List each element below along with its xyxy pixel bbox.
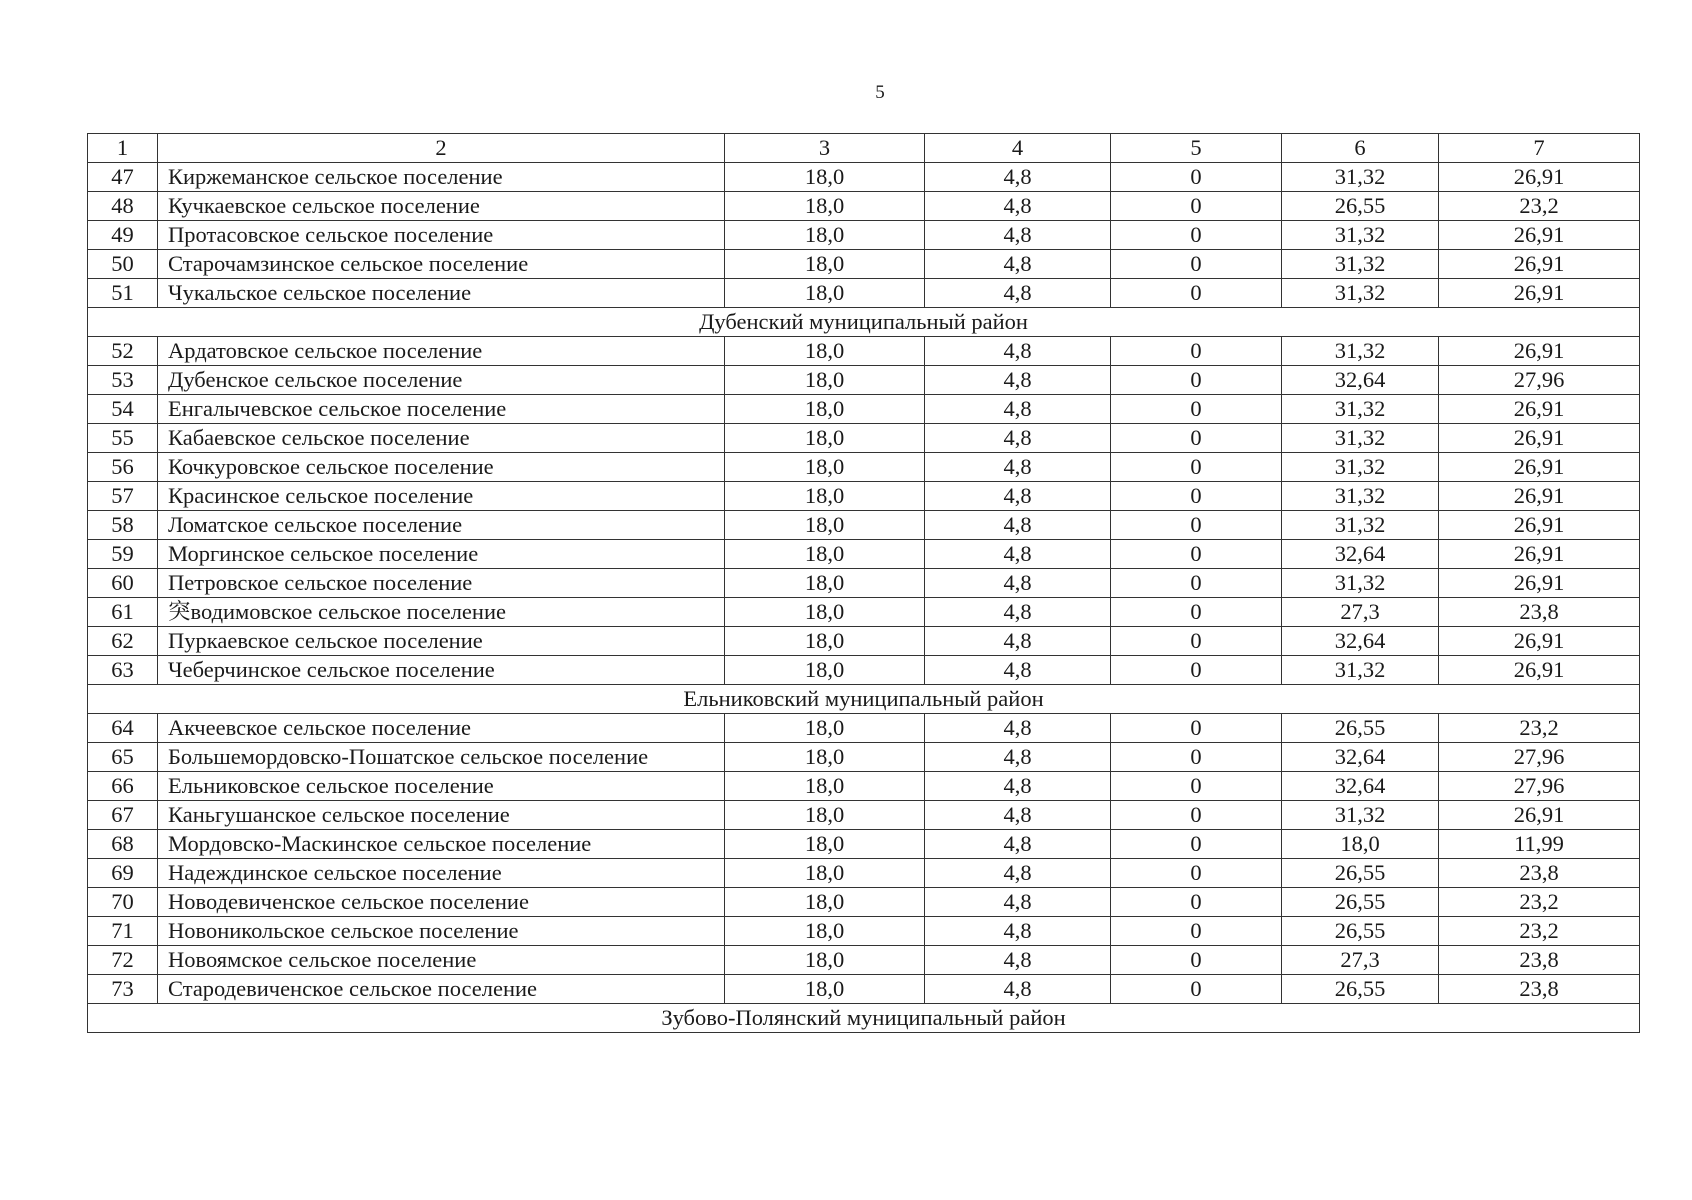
value-col3: 18,0	[725, 540, 925, 569]
value-col5: 0	[1111, 656, 1282, 685]
value-col5: 0	[1111, 714, 1282, 743]
value-col4: 4,8	[925, 830, 1111, 859]
value-col3: 18,0	[725, 917, 925, 946]
value-col6: 31,32	[1282, 395, 1439, 424]
value-col4: 4,8	[925, 656, 1111, 685]
value-col7: 26,91	[1439, 279, 1640, 308]
settlement-name: Ардатовское сельское поселение	[158, 337, 725, 366]
value-col7: 23,2	[1439, 917, 1640, 946]
value-col5: 0	[1111, 627, 1282, 656]
table-row	[88, 482, 1640, 511]
value-col4: 4,8	[925, 540, 1111, 569]
value-col6: 31,32	[1282, 337, 1439, 366]
value-col7: 26,91	[1439, 163, 1640, 192]
value-col3: 18,0	[725, 453, 925, 482]
value-col4: 4,8	[925, 917, 1111, 946]
table-row	[88, 163, 1640, 192]
value-col7: 26,91	[1439, 221, 1640, 250]
value-col6: 31,32	[1282, 801, 1439, 830]
value-col7: 26,91	[1439, 453, 1640, 482]
value-col4: 4,8	[925, 743, 1111, 772]
page-number: 5	[875, 82, 885, 103]
value-col4: 4,8	[925, 859, 1111, 888]
value-col5: 0	[1111, 366, 1282, 395]
value-col7: 23,2	[1439, 192, 1640, 221]
settlement-name: Протасовское сельское поселение	[158, 221, 725, 250]
value-col4: 4,8	[925, 337, 1111, 366]
row-number: 62	[88, 627, 158, 656]
header-cell-4: 4	[925, 134, 1111, 163]
table-row	[88, 366, 1640, 395]
value-col3: 18,0	[725, 975, 925, 1004]
value-col6: 31,32	[1282, 482, 1439, 511]
header-cell-6: 6	[1282, 134, 1439, 163]
row-number: 52	[88, 337, 158, 366]
value-col7: 23,2	[1439, 888, 1640, 917]
value-col6: 31,32	[1282, 453, 1439, 482]
settlement-name: Новоникольское сельское поселение	[158, 917, 725, 946]
value-col4: 4,8	[925, 888, 1111, 917]
value-col3: 18,0	[725, 830, 925, 859]
settlement-name: Надеждинское сельское поселение	[158, 859, 725, 888]
value-col7: 23,8	[1439, 598, 1640, 627]
settlements-table	[87, 133, 1640, 1033]
row-number: 50	[88, 250, 158, 279]
header-cell-1: 1	[88, 134, 158, 163]
table-row	[88, 279, 1640, 308]
value-col7: 26,91	[1439, 482, 1640, 511]
table-row	[88, 424, 1640, 453]
value-col7: 26,91	[1439, 569, 1640, 598]
row-number: 71	[88, 917, 158, 946]
row-number: 70	[88, 888, 158, 917]
value-col3: 18,0	[725, 366, 925, 395]
settlement-name: 突водимовское сельское поселение	[158, 598, 725, 627]
row-number: 67	[88, 801, 158, 830]
row-number: 68	[88, 830, 158, 859]
value-col4: 4,8	[925, 482, 1111, 511]
table-row	[88, 743, 1640, 772]
value-col4: 4,8	[925, 598, 1111, 627]
settlement-name: Моргинское сельское поселение	[158, 540, 725, 569]
district-name: Зубово-Полянский муниципальный район	[88, 1004, 1640, 1033]
value-col6: 31,32	[1282, 163, 1439, 192]
settlement-name: Кабаевское сельское поселение	[158, 424, 725, 453]
header-cell-3: 3	[725, 134, 925, 163]
value-col7: 27,96	[1439, 366, 1640, 395]
settlement-name: Красинское сельское поселение	[158, 482, 725, 511]
settlement-name: Енгалычевское сельское поселение	[158, 395, 725, 424]
table-row	[88, 859, 1640, 888]
value-col6: 31,32	[1282, 511, 1439, 540]
row-number: 64	[88, 714, 158, 743]
value-col3: 18,0	[725, 482, 925, 511]
value-col4: 4,8	[925, 279, 1111, 308]
row-number: 55	[88, 424, 158, 453]
value-col7: 26,91	[1439, 424, 1640, 453]
header-cell-5: 5	[1111, 134, 1282, 163]
value-col5: 0	[1111, 598, 1282, 627]
settlement-name: Новоямское сельское поселение	[158, 946, 725, 975]
value-col5: 0	[1111, 743, 1282, 772]
settlement-name: Чукальское сельское поселение	[158, 279, 725, 308]
settlement-name: Кучкаевское сельское поселение	[158, 192, 725, 221]
row-number: 48	[88, 192, 158, 221]
settlement-name: Мордовско-Маскинское сельское поселение	[158, 830, 725, 859]
value-col4: 4,8	[925, 772, 1111, 801]
header-row	[88, 134, 1640, 163]
value-col3: 18,0	[725, 163, 925, 192]
table-row	[88, 888, 1640, 917]
value-col6: 32,64	[1282, 366, 1439, 395]
value-col3: 18,0	[725, 337, 925, 366]
value-col5: 0	[1111, 946, 1282, 975]
value-col5: 0	[1111, 337, 1282, 366]
value-col4: 4,8	[925, 250, 1111, 279]
value-col3: 18,0	[725, 946, 925, 975]
row-number: 58	[88, 511, 158, 540]
table-row	[88, 337, 1640, 366]
value-col5: 0	[1111, 511, 1282, 540]
value-col4: 4,8	[925, 569, 1111, 598]
value-col7: 23,8	[1439, 975, 1640, 1004]
value-col7: 26,91	[1439, 801, 1640, 830]
row-number: 72	[88, 946, 158, 975]
value-col6: 31,32	[1282, 569, 1439, 598]
value-col7: 26,91	[1439, 511, 1640, 540]
value-col6: 26,55	[1282, 859, 1439, 888]
value-col6: 32,64	[1282, 540, 1439, 569]
value-col3: 18,0	[725, 279, 925, 308]
value-col6: 26,55	[1282, 714, 1439, 743]
table-row	[88, 656, 1640, 685]
settlement-name: Каньгушанское сельское поселение	[158, 801, 725, 830]
settlement-name: Ломатское сельское поселение	[158, 511, 725, 540]
value-col7: 23,8	[1439, 946, 1640, 975]
value-col5: 0	[1111, 250, 1282, 279]
settlement-name: Стародевиченское сельское поселение	[158, 975, 725, 1004]
table-row	[88, 221, 1640, 250]
value-col6: 31,32	[1282, 656, 1439, 685]
value-col4: 4,8	[925, 975, 1111, 1004]
value-col6: 27,3	[1282, 598, 1439, 627]
value-col4: 4,8	[925, 453, 1111, 482]
value-col3: 18,0	[725, 221, 925, 250]
district-name: Дубенский муниципальный район	[88, 308, 1640, 337]
table-row	[88, 801, 1640, 830]
row-number: 60	[88, 569, 158, 598]
value-col4: 4,8	[925, 801, 1111, 830]
value-col4: 4,8	[925, 946, 1111, 975]
table-row	[88, 192, 1640, 221]
value-col3: 18,0	[725, 192, 925, 221]
settlement-name: Старочамзинское сельское поселение	[158, 250, 725, 279]
value-col6: 32,64	[1282, 772, 1439, 801]
value-col3: 18,0	[725, 395, 925, 424]
value-col3: 18,0	[725, 598, 925, 627]
value-col6: 27,3	[1282, 946, 1439, 975]
value-col6: 26,55	[1282, 888, 1439, 917]
district-name: Ельниковский муниципальный район	[88, 685, 1640, 714]
value-col4: 4,8	[925, 627, 1111, 656]
table-row	[88, 830, 1640, 859]
table-row	[88, 569, 1640, 598]
table-row	[88, 946, 1640, 975]
value-col6: 32,64	[1282, 627, 1439, 656]
row-number: 51	[88, 279, 158, 308]
value-col7: 26,91	[1439, 395, 1640, 424]
value-col5: 0	[1111, 453, 1282, 482]
row-number: 73	[88, 975, 158, 1004]
value-col6: 32,64	[1282, 743, 1439, 772]
table-row	[88, 395, 1640, 424]
table-row	[88, 598, 1640, 627]
table-row	[88, 714, 1640, 743]
value-col7: 27,96	[1439, 772, 1640, 801]
value-col5: 0	[1111, 859, 1282, 888]
settlement-name: Пуркаевское сельское поселение	[158, 627, 725, 656]
value-col4: 4,8	[925, 714, 1111, 743]
row-number: 61	[88, 598, 158, 627]
header-cell-7: 7	[1439, 134, 1640, 163]
settlement-name: Петровское сельское поселение	[158, 569, 725, 598]
settlement-name: Кочкуровское сельское поселение	[158, 453, 725, 482]
value-col7: 26,91	[1439, 337, 1640, 366]
value-col6: 31,32	[1282, 221, 1439, 250]
value-col5: 0	[1111, 801, 1282, 830]
value-col5: 0	[1111, 975, 1282, 1004]
row-number: 47	[88, 163, 158, 192]
row-number: 69	[88, 859, 158, 888]
value-col3: 18,0	[725, 424, 925, 453]
value-col5: 0	[1111, 830, 1282, 859]
table-row	[88, 772, 1640, 801]
value-col5: 0	[1111, 221, 1282, 250]
value-col5: 0	[1111, 279, 1282, 308]
row-number: 66	[88, 772, 158, 801]
settlement-name: Чеберчинское сельское поселение	[158, 656, 725, 685]
row-number: 57	[88, 482, 158, 511]
value-col3: 18,0	[725, 772, 925, 801]
value-col3: 18,0	[725, 888, 925, 917]
value-col5: 0	[1111, 772, 1282, 801]
value-col4: 4,8	[925, 163, 1111, 192]
value-col7: 23,2	[1439, 714, 1640, 743]
value-col7: 26,91	[1439, 540, 1640, 569]
settlement-name: Акчеевское сельское поселение	[158, 714, 725, 743]
value-col6: 18,0	[1282, 830, 1439, 859]
table-row	[88, 453, 1640, 482]
table-row	[88, 975, 1640, 1004]
value-col7: 26,91	[1439, 250, 1640, 279]
value-col3: 18,0	[725, 511, 925, 540]
district-section-row	[88, 1004, 1640, 1033]
table-row	[88, 250, 1640, 279]
value-col3: 18,0	[725, 801, 925, 830]
value-col5: 0	[1111, 482, 1282, 511]
value-col3: 18,0	[725, 859, 925, 888]
value-col7: 27,96	[1439, 743, 1640, 772]
row-number: 65	[88, 743, 158, 772]
value-col7: 23,8	[1439, 859, 1640, 888]
value-col4: 4,8	[925, 366, 1111, 395]
value-col4: 4,8	[925, 395, 1111, 424]
settlement-name: Ельниковское сельское поселение	[158, 772, 725, 801]
value-col4: 4,8	[925, 424, 1111, 453]
value-col4: 4,8	[925, 511, 1111, 540]
value-col3: 18,0	[725, 569, 925, 598]
value-col5: 0	[1111, 540, 1282, 569]
settlement-name: Новодевиченское сельское поселение	[158, 888, 725, 917]
table-row	[88, 511, 1640, 540]
value-col4: 4,8	[925, 221, 1111, 250]
value-col5: 0	[1111, 917, 1282, 946]
value-col7: 26,91	[1439, 627, 1640, 656]
value-col4: 4,8	[925, 192, 1111, 221]
district-section-row	[88, 685, 1640, 714]
row-number: 56	[88, 453, 158, 482]
row-number: 53	[88, 366, 158, 395]
header-cell-2: 2	[158, 134, 725, 163]
value-col5: 0	[1111, 888, 1282, 917]
row-number: 59	[88, 540, 158, 569]
row-number: 49	[88, 221, 158, 250]
settlement-name: Большемордовско-Пошатское сельское поселение	[158, 743, 725, 772]
value-col7: 11,99	[1439, 830, 1640, 859]
value-col3: 18,0	[725, 714, 925, 743]
value-col6: 26,55	[1282, 917, 1439, 946]
row-number: 63	[88, 656, 158, 685]
table-row	[88, 917, 1640, 946]
settlement-name: Дубенское сельское поселение	[158, 366, 725, 395]
value-col6: 31,32	[1282, 250, 1439, 279]
value-col6: 31,32	[1282, 424, 1439, 453]
district-section-row	[88, 308, 1640, 337]
value-col3: 18,0	[725, 656, 925, 685]
value-col3: 18,0	[725, 627, 925, 656]
value-col6: 26,55	[1282, 975, 1439, 1004]
value-col5: 0	[1111, 395, 1282, 424]
value-col7: 26,91	[1439, 656, 1640, 685]
value-col3: 18,0	[725, 250, 925, 279]
row-number: 54	[88, 395, 158, 424]
value-col6: 26,55	[1282, 192, 1439, 221]
value-col3: 18,0	[725, 743, 925, 772]
table-row	[88, 540, 1640, 569]
value-col5: 0	[1111, 163, 1282, 192]
value-col5: 0	[1111, 424, 1282, 453]
settlement-name: Киржеманское сельское поселение	[158, 163, 725, 192]
value-col5: 0	[1111, 569, 1282, 598]
value-col6: 31,32	[1282, 279, 1439, 308]
table-row	[88, 627, 1640, 656]
value-col5: 0	[1111, 192, 1282, 221]
